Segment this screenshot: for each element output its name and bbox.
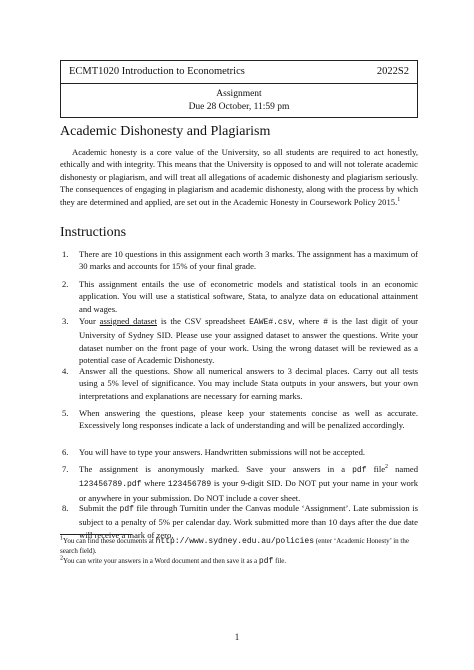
- list-item: 4. Answer all the questions. Show all numerical answers to 3 decimal places. Carry out all tests using a 5% level of significance. You may include Stata outputs in your answers, but your own interpretations and explanations are necessary for earning marks.: [62, 366, 418, 401]
- list-item: 1. There are 10 questions in this assignment each worth 3 marks. The assignment has a maximum of 30 marks and accounts for 15% of your final grade.: [62, 249, 418, 272]
- due-date: Due 28 October, 11:59 pm: [188, 102, 290, 112]
- page-number: 1: [234, 632, 240, 642]
- list-item: 7. The assignment is anonymously marked. Save your answers in a pdf file$^2$ named 123456789.pdf where 123456789 is your 9-digit SID. Do NOT put your name in your work or anywhere in your submission. Do NOT include a cover sheet.: [62, 464, 419, 503]
- instructions-heading: Instructions: [60, 225, 127, 240]
- footnote-rule: [60, 534, 132, 535]
- list-item: 5. When answering the questions, please keep your statements concise as well as accurate. Excessively long responses indicate a lack of understanding and will be penalized accordingly.: [62, 408, 418, 431]
- list-item: 2. This assignment entails the use of econometric models and statistical tools in an economic application. You will use a statistical software, Stata, to analyze data on educational attainment and wages.: [62, 279, 418, 314]
- assigned-dataset-link: assigned dataset: [99, 316, 157, 326]
- policies-link[interactable]: http://www.sydney.edu.au/policies: [155, 537, 315, 546]
- term-label: 2022S2: [376, 66, 409, 77]
- academic-text: Academic honesty is a core value of the University, so all students are required to act honestly, ethically and with integrity. This means that the University is opposed to and will not tolerate academic dishonesty or plagiarism, and will treat all allegations of academic dishonesty and plagiarism seriously. The consequences of engaging in plagiarism and academic dishonesty, along with the process by which they are determined and applied, are set out in the Academic Honesty in Coursework Policy 2015.: [60, 147, 418, 207]
- header-box: [60, 60, 418, 118]
- academic-heading: Academic Dishonesty and Plagiarism: [60, 124, 271, 139]
- footnote-ref-1: 1: [397, 196, 401, 203]
- list-item: 6. You will have to type your answers. Handwritten submissions will not be accepted.: [62, 447, 366, 457]
- footnote-2: $^2$You can write your answers in a Word document and then save it as a pdf file.: [60, 555, 287, 566]
- footnote-ref-2: 2: [385, 464, 389, 471]
- header-divider: [61, 83, 417, 84]
- list-item: 3. Your assigned dataset is the CSV spreadsheet EAWE#.csv, where # is the last digit of your University of Sydney SID. Please use your assigned dataset to answer the questions. Write your dataset number on the front page of your work. Using the wrong dataset will be reviewed as a potential case of Academic Dishonesty.: [62, 316, 418, 366]
- course-title: ECMT1020 Introduction to Econometrics: [69, 66, 245, 77]
- academic-paragraph: [60, 146, 418, 208]
- footnote-1: $^1$You can find these documents at http://www.sydney.edu.au/policies (enter ‘Academic Honesty’ in the search field).: [60, 535, 409, 555]
- assignment-label: Assignment: [216, 89, 262, 99]
- list-item: 8. Submit the pdf file through Turnitin under the Canvas module ‘Assignment’. Late submission is subject to a penalty of 5% per calendar day. Work submitted more than 10 days after the due date will receive a mark of zero.: [62, 503, 418, 540]
